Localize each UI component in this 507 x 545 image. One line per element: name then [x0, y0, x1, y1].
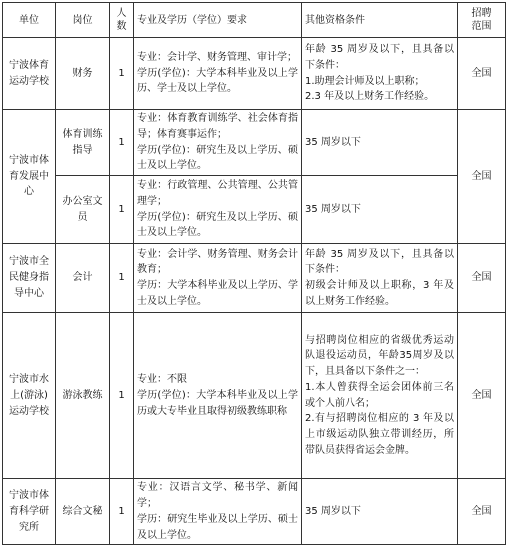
scope-cell: 全国 — [458, 38, 506, 110]
table-row — [3, 176, 506, 244]
major-cell: 专业：会计学、财务管理、审计学； 学历(学位)：大学本科毕业及以上学历、学士及以上学位。 — [134, 38, 302, 110]
count-cell: 1 — [110, 479, 134, 545]
count-cell: 1 — [110, 176, 134, 244]
post-cell: 游泳教练 — [56, 313, 110, 479]
other-cell: 35 周岁以下 — [302, 110, 458, 176]
major-cell: 专业：不限 学历(学位)：大学本科毕业及以上学历或大专毕业且取得初级教练职称 — [134, 313, 302, 479]
post-cell: 会计 — [56, 244, 110, 313]
scope-cell: 全国 — [458, 244, 506, 313]
major-cell: 专业：行政管理、公共管理、公共管理学； 学历(学位)：研究生及以上学历、硕士及以上学位。 — [134, 176, 302, 244]
recruitment-table — [2, 2, 506, 545]
header-count: 人 数 — [110, 3, 134, 38]
other-cell: 35 周岁以下 — [302, 176, 458, 244]
other-cell: 年龄 35 周岁及以下，且具备以下条件： 初级会计师及以上职称，3 年及以上财务工作经验。 — [302, 244, 458, 313]
header-other: 其他资格条件 — [302, 3, 458, 38]
count-cell: 1 — [110, 38, 134, 110]
other-cell: 年龄 35 周岁及以下，且具备以下条件： 1.助理会计师及以上职称； 2.3 年及以上财务工作经验。 — [302, 38, 458, 110]
count-cell: 1 — [110, 244, 134, 313]
table-row — [3, 479, 506, 545]
table-row — [3, 110, 506, 176]
scope-cell: 全国 — [458, 313, 506, 479]
major-cell: 专业：体育教育训练学、社会体育指导；体育赛事运作； 学历(学位)：研究生及以上学历、硕士及以上学位。 — [134, 110, 302, 176]
count-cell: 1 — [110, 110, 134, 176]
post-cell: 财务 — [56, 38, 110, 110]
table-row — [3, 38, 506, 110]
header-row — [3, 3, 506, 38]
other-cell: 35 周岁以下 — [302, 479, 458, 545]
scope-cell: 全国 — [458, 110, 506, 244]
unit-cell: 宁波市水上(游泳)运动学校 — [3, 313, 56, 479]
header-unit: 单位 — [3, 3, 56, 38]
unit-cell: 宁波市体育发展中心 — [3, 110, 56, 244]
post-cell: 综合文秘 — [56, 479, 110, 545]
header-scope: 招聘 范围 — [458, 3, 506, 38]
header-post: 岗位 — [56, 3, 110, 38]
post-cell: 办公室文员 — [56, 176, 110, 244]
table-row — [3, 244, 506, 313]
major-cell: 专业：会计学、财务管理、财务会计教育； 学历：大学本科毕业及以上学历、学士及以上学位。 — [134, 244, 302, 313]
header-major: 专业及学历（学位）要求 — [134, 3, 302, 38]
unit-cell: 宁波市体育科学研究所 — [3, 479, 56, 545]
unit-cell: 宁波市全民健身指导中心 — [3, 244, 56, 313]
other-cell: 与招聘岗位相应的省级优秀运动队退役运动员，年龄35周岁及以下，且具备以下条件之一： 1.本人曾获得全运会团体前三名或个人前八名； 2.有与招聘岗位相应的 3 年及以上市级运动队独立带训经历，所带队员获得省运会金牌。 — [302, 313, 458, 479]
scope-cell: 全国 — [458, 479, 506, 545]
post-cell: 体育训练指导 — [56, 110, 110, 176]
count-cell: 1 — [110, 313, 134, 479]
major-cell: 专业：汉语言文学、秘书学、新闻学； 学历：研究生毕业及以上学历、硕士及以上学位。 — [134, 479, 302, 545]
unit-cell: 宁波体育运动学校 — [3, 38, 56, 110]
table-row — [3, 313, 506, 479]
